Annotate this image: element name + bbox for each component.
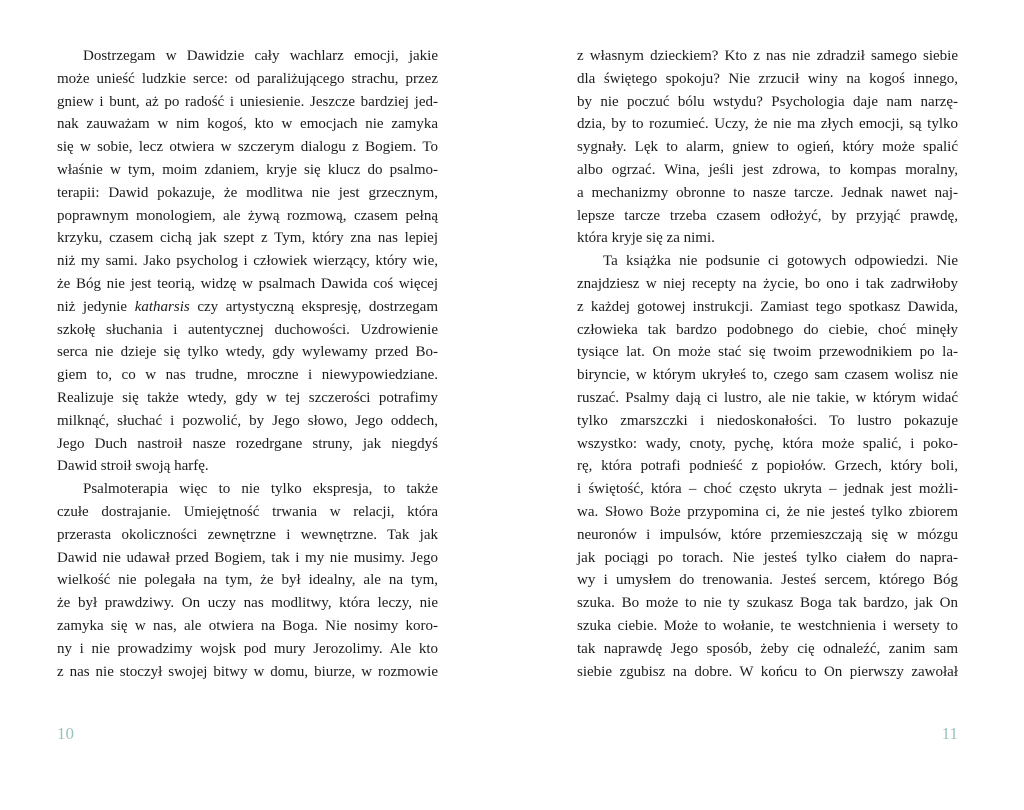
text-line: giem to, co w nas trudne, mroczne i niewypowiedziane. (57, 367, 438, 384)
text-line: zamyka się w nas, ale otwiera na Boga. Nie nosimy koro- (57, 617, 438, 634)
page-number-left: 10 (57, 724, 74, 743)
text-line: dzia, by to rozumieć. Uczy, że nie ma złych emocji, są tylko (577, 116, 958, 133)
text-line: która kryje się za nimi. (577, 230, 715, 247)
text-line: człowieka tak bardzo podobnego do ciebie, choć minęły (577, 321, 958, 338)
text-line: tak naprawdę Jego sposób, żeby cię odnaleźć, zanim sam (577, 640, 958, 657)
text-line: terapii: Dawid pokazuje, że modlitwa nie jest grzecznym, (57, 184, 438, 201)
text-line: znajdziesz w niej recepty na życie, bo ono i tak zadrwiłoby (577, 275, 958, 292)
text-line: Psalmoterapia więc to nie tylko ekspresja, to także (83, 481, 438, 498)
text-line: że był prawdziwy. On uczy nas modlitwy, która leczy, nie (57, 595, 438, 612)
text-line: wszystko: wady, cnoty, pychę, która może spalić, i poko- (577, 435, 958, 452)
page-right (512, 0, 1024, 810)
text-line: gniew i bunt, aż po radość i uniesienie. Jeszcze bardziej jed- (57, 93, 438, 110)
text-line: wielkość nie polegała na tym, że był idealny, ale na tym, (57, 572, 438, 589)
text-line: przerasta okoliczności zewnętrzne i wewnętrzne. Tak jak (57, 526, 438, 543)
text-line: neuronów i impulsów, które przemieszczają się w mózgu (577, 526, 958, 543)
text-line: się w sobie, lecz otwiera w szczerym dialogu z Bogiem. To (57, 139, 438, 156)
text-line: Dawid nie udawał przed Bogiem, tak i my nie musimy. Jego (57, 549, 438, 566)
text-line: serca nie dzieje się tylko wtedy, gdy wylewamy przed Bo- (57, 344, 438, 361)
text-line: Jego Duch nastroił nasze rozedrgane struny, jak niegdyś (57, 435, 438, 452)
text-line: poprawnym monologiem, ale żywą rozmową, czasem pełną (57, 207, 438, 224)
text-line: ruszać. Psalmy dają ci lustro, ale nie takie, w którym widać (577, 389, 958, 406)
text-line: a mechanizmy obronne to nasze tarcze. Jednak nawet naj- (577, 184, 958, 201)
text-line: sygnały. Lęk to alarm, gniew to ogień, który może spalić (577, 139, 958, 156)
text-line: szuka. Bo może to nie ty szukasz Boga tak bardzo, jak On (577, 595, 958, 612)
text-line: rę, która potrafi podnieść z popiołów. Grzech, który boli, (577, 458, 958, 475)
text-line: Realizuje się także wtedy, gdy w tej szczerości potrafimy (57, 389, 438, 406)
text-line: właśnie w tym, moim zdaniem, kryje się klucz do psalmo- (57, 161, 438, 178)
text-line: Dostrzegam w Dawidzie cały wachlarz emocji, jakie (83, 48, 438, 64)
text-line: jak pociągi po torach. Nie jesteś tylko ciałem do napra- (577, 549, 958, 566)
text-line: albo ogrzać. Wina, jeśli jest zdrowa, to kompas moralny, (577, 161, 958, 178)
text-line: lepsze tarcze trzeba czasem odłożyć, by przyjąć prawdę, (577, 207, 958, 224)
page-number-right: 11 (941, 724, 958, 743)
text-line: by nie poczuć bólu wstydu? Psychologia daje nam narzę- (577, 93, 958, 110)
text-line: milknąć, słuchać i pozwolić, by Jego słowo, Jego oddech, (57, 412, 438, 429)
page-left-text-column (57, 45, 438, 683)
text-line: niż my sami. Jako psycholog i człowiek wierzący, który wie, (57, 253, 438, 270)
text-line: dla świętego spokoju? Nie zrzucił winy na kogoś innego, (577, 70, 958, 87)
text-line: ny i nie prowadzimy wojsk pod mury Jerozolimy. Ale kto (57, 640, 438, 657)
text-line: że Bóg nie jest teorią, widzę w psalmach Dawida coś więcej (57, 275, 438, 292)
text-line: może unieść ludzkie serce: od paraliżującego strachu, przez (57, 70, 438, 87)
text-line: szuka ciebie. Może to wołanie, te westchnienia i wersety to (577, 617, 958, 634)
text-line: Ta książka nie podsunie ci gotowych odpowiedzi. Nie (603, 253, 958, 270)
text-line: wa. Słowo Boże przypomina ci, że nie jesteś tylko zbiorem (577, 503, 958, 520)
text-line: siebie zgubisz na dobre. W końcu to On pierwszy zawołał (577, 663, 958, 680)
text-line: krzyku, czasem cichą jak szept z Tym, który zna nas lepiej (57, 230, 438, 247)
text-line: szkołę słuchania i autentycznej duchowości. Uzdrowienie (57, 321, 438, 338)
text-line: z nas nie stoczył swojej bitwy w domu, biurze, w rozmowie (57, 663, 438, 680)
text-line: i świętość, która – choć często ukryta – jednak jest możli- (577, 481, 958, 498)
text-line: z każdej gotowej instrukcji. Zamiast tego spotkasz Dawida, (577, 298, 958, 315)
text-line: tysiące lat. On może stać się twoim przewodnikiem po la- (577, 344, 958, 361)
text-line: biryncie, w którym ukryłeś to, czego sam czasem wolisz nie (577, 367, 958, 384)
text-line: wy i umysłem do trenowania. Jesteś sercem, którego Bóg (577, 572, 958, 589)
text-line: z własnym dzieckiem? Kto z nas nie zdradził samego siebie (577, 48, 958, 64)
text-line: Dawid stroił swoją harfę. (57, 458, 209, 475)
text-line: niż jedynie katharsis czy artystyczną ekspresję, dostrzegam (57, 298, 438, 315)
text-line: tylko zmarszczki i niedoskonałości. To lustro pokazuje (577, 412, 958, 429)
text-line: czułe dostrajanie. Umiejętność trwania w relacji, która (57, 503, 438, 520)
text-line: nak zauważam w nim kogoś, kto w emocjach nie zamyka (57, 116, 438, 133)
page-right-text-column (577, 45, 958, 683)
